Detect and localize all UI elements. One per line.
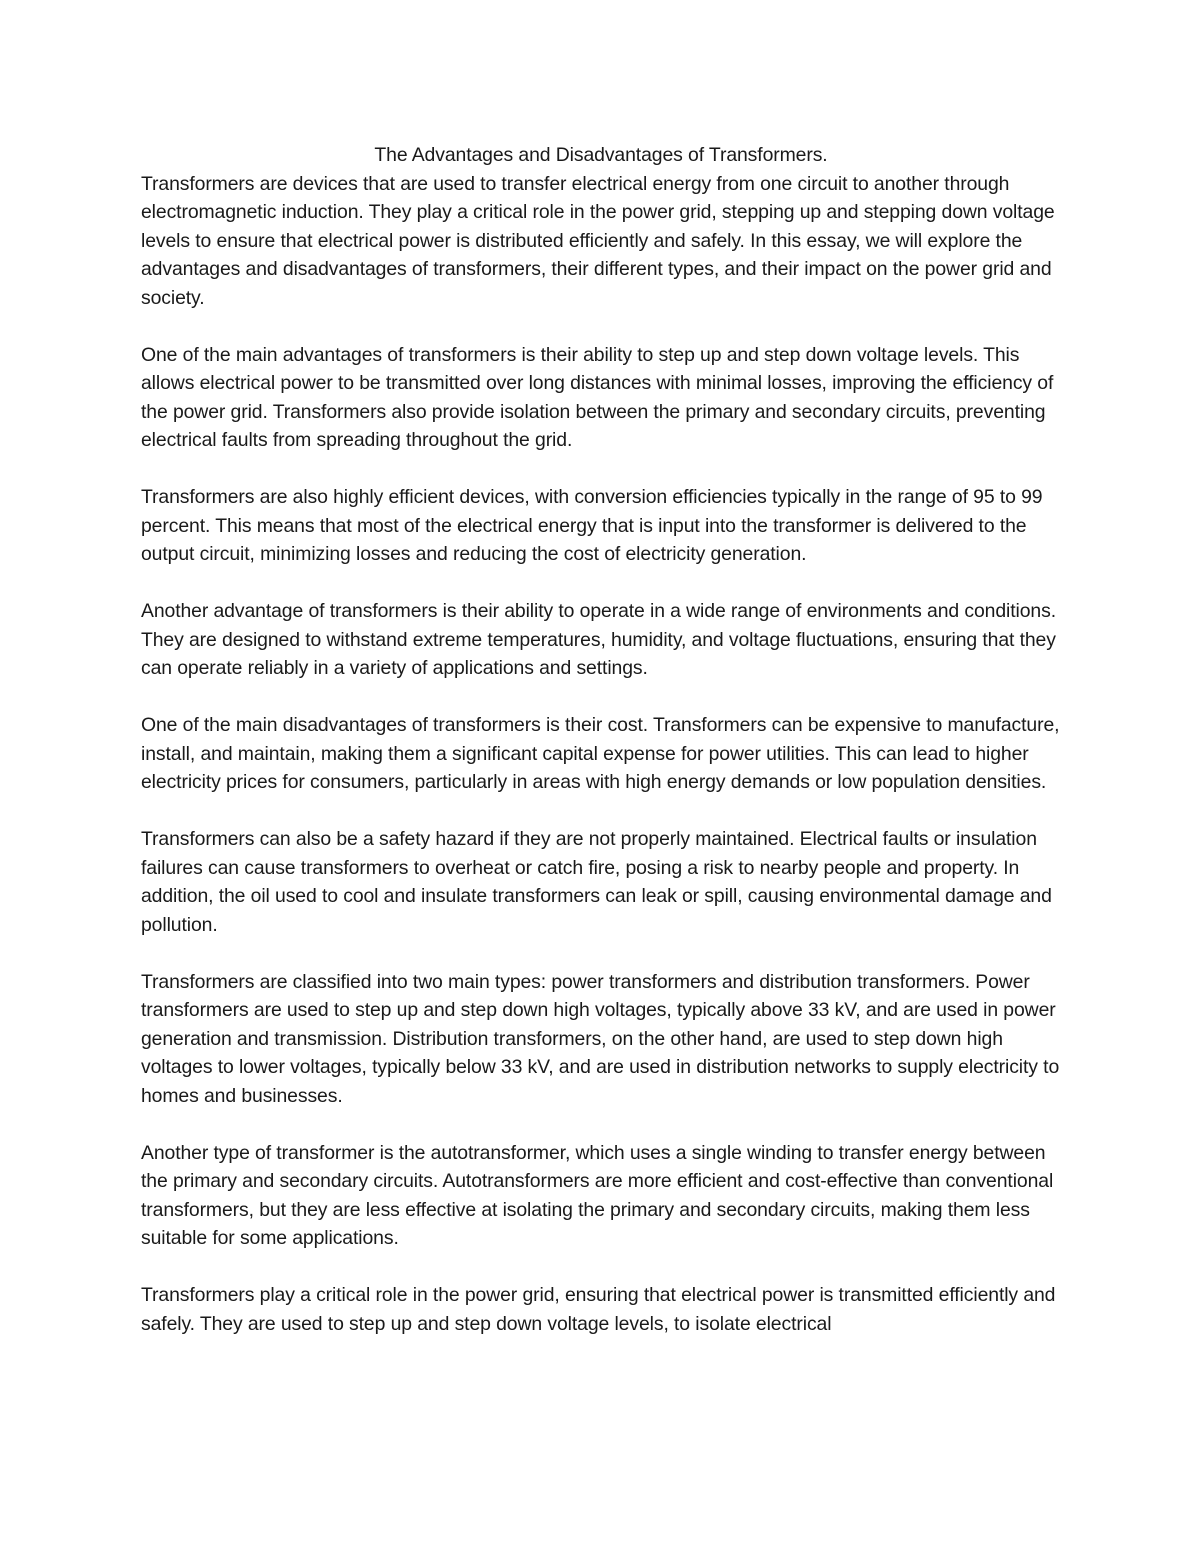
paragraph-types: Transformers are classified into two main types: power transformers and distribution transformers. Power transformers are used to step up and step down high voltages, typically above 33 kV, and are used in power generation and transmission. Distribution transformers, on the other hand, are used to step down high voltages to lower voltages, typically below 33 kV, and are used in distribution networks to supply electricity to homes and businesses. [141, 970, 1060, 1107]
paragraph-environments: Another advantage of transformers is their ability to operate in a wide range of environments and conditions. They are designed to withstand extreme temperatures, humidity, and voltage fluctuations, ensuring that they can operate reliably in a variety of applications and settings. [141, 600, 1056, 679]
paragraph-voltage-advantage: One of the main advantages of transformers is their ability to step up and step down voltage levels. This allows electrical power to be transmitted over long distances with minimal losses, improving the efficiency of the power grid. Transformers also provide isolation between the primary and secondary circuits, preventing electrical faults from spreading throughout the grid. [141, 343, 1054, 451]
paragraph-safety: Transformers can also be a safety hazard if they are not properly maintained. Electrical faults or insulation failures can cause transformers to overheat or catch fire, posing a risk to nearby people and property. In addition, the oil used to cool and insulate transformers can leak or spill, causing environmental damage and pollution. [141, 828, 1052, 936]
paragraph-conclusion: Transformers play a critical role in the power grid, ensuring that electrical power is transmitted efficiently and safely. They are used to step up and step down voltage levels, to isolate electrical [141, 1284, 1056, 1335]
paragraph-intro: Transformers are devices that are used to transfer electrical energy from one circuit to another through electromagnetic induction. They play a critical role in the power grid, stepping up and stepping down voltage levels to ensure that electrical power is distributed efficiently and safely. In this essay, we will explore the advantages and disadvantages of transformers, their different types, and their impact on the power grid and society. [141, 172, 1055, 309]
paragraph-efficiency: Transformers are also highly efficient devices, with conversion efficiencies typically in the range of 95 to 99 percent. This means that most of the electrical energy that is input into the transformer is delivered to the output circuit, minimizing losses and reducing the cost of electricity generation. [141, 486, 1043, 565]
document-title: The Advantages and Disadvantages of Transformers. [374, 144, 828, 166]
document-body [141, 141, 1061, 1367]
paragraph-autotransformer: Another type of transformer is the autotransformer, which uses a single winding to transfer energy between the primary and secondary circuits. Autotransformers are more efficient and cost-effective than conventional transformers, but they are less effective at isolating the primary and secondary circuits, making them less suitable for some applications. [141, 1141, 1054, 1249]
paragraph-cost: One of the main disadvantages of transformers is their cost. Transformers can be expensive to manufacture, install, and maintain, making them a significant capital expense for power utilities. This can lead to higher electricity prices for consumers, particularly in areas with high energy demands or low population densities. [141, 714, 1060, 793]
